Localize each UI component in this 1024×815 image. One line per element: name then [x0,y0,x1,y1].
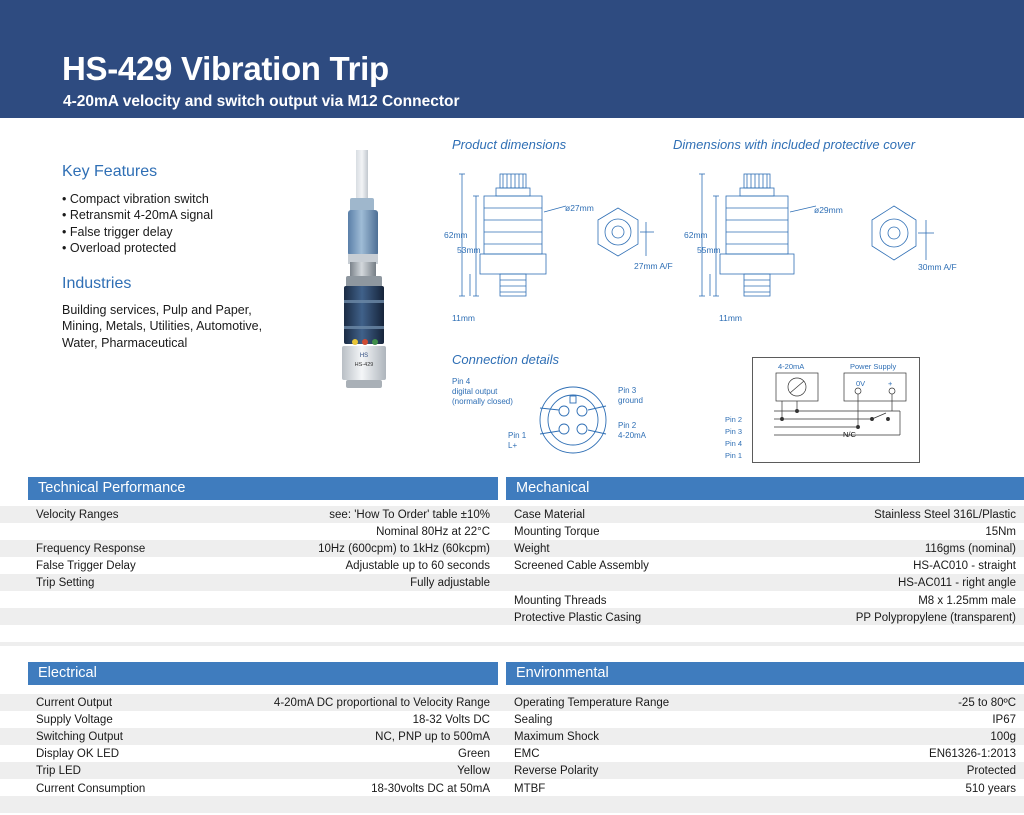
table-header-electrical: Electrical [28,662,498,685]
dim-label-53mm: 53mm [457,245,481,255]
cover-dim-label-11mm: 11mm [719,313,742,323]
table-row: False Trigger Delay Adjustable up to 60 seconds [36,560,490,573]
list-item: • Compact vibration switch [62,191,312,207]
photo-brand-label: HS [359,353,369,359]
table-row: Sealing IP67 [514,713,1016,726]
table-row: Current Consumption 18-30volts DC at 50mA [36,782,490,795]
table-mechanical [506,506,1024,644]
table-row: Reverse Polarity Protected [514,765,1016,778]
page-title: HS-429 Vibration Trip [62,50,389,87]
table-row: Velocity Ranges see: 'How To Order' table ±10% [36,508,490,521]
photo-model-label: HS-429 [354,362,374,368]
connector-pinout-drawing [520,378,630,468]
table-row: Nominal 80Hz at 22°C [376,525,490,538]
table-row: Protective Plastic Casing PP Polypropylene (transparent) [514,611,1016,624]
product-photo [308,150,428,400]
wiring-schematic [752,357,920,468]
table-row: MTBF 510 years [514,782,1016,795]
table-row: Maximum Shock 100g [514,730,1016,743]
table-header-mechanical: Mechanical [506,477,1024,500]
table-row: Supply Voltage 18-32 Volts DC [36,713,490,726]
table-row: Mounting Torque 15Nm [514,525,1016,538]
table-header-environmental: Environmental [506,662,1024,685]
table-row [28,609,498,626]
table-header-technical-performance: Technical Performance [28,477,498,500]
cover-dimensions-caption: Dimensions with included protective cover [673,137,916,152]
product-dimensions-caption: Product dimensions [452,137,567,152]
pin-1-label: Pin 1 L+ [508,431,527,450]
table-row: Weight 116gms (nominal) [514,542,1016,555]
table-row: HS-AC011 - right angle [897,577,1016,590]
table-row: Mounting Threads M8 x 1.25mm male [514,594,1016,607]
table-technical-performance [28,506,498,644]
table-row: Screened Cable Assembly HS-AC010 - straight [514,560,1016,573]
table-electrical [28,694,498,797]
connection-details-caption: Connection details [452,352,559,367]
table-environmental [506,694,1024,797]
dim-label-across-flats: 27mm A/F [634,261,673,271]
table-row: Display OK LED Green [36,748,490,761]
dim-label-11mm: 11mm [452,313,475,323]
cover-dim-label-diameter: ø29mm [814,205,843,215]
list-item: • Overload protected [62,240,312,256]
zebra-stripe [0,796,1024,813]
table-row [28,592,498,609]
cover-dim-label-55mm: 55mm [697,245,721,255]
industries-heading: Industries [62,275,132,292]
industries-text: Building services, Pulp and Paper, Mining, Metals, Utilities, Automotive, Water, Pharmaceutical [62,303,263,350]
wiring-pin-row-1: Pin 1 [725,451,743,460]
table-row [506,626,1024,643]
wiring-terminal-0v: 0V [856,379,866,388]
pin-4-label: Pin 4 digital output (normally closed) [452,377,513,406]
cover-dim-label-across-flats: 30mm A/F [918,262,957,272]
key-features-list [62,191,312,256]
list-item: • False trigger delay [62,224,312,240]
pin-3-label: Pin 3 ground [618,386,643,405]
industries-block [62,275,292,351]
wiring-contact-label: N/C [843,430,856,439]
cover-dim-label-62mm: 62mm [684,230,708,240]
table-row: Trip Setting Fully adjustable [36,577,490,590]
table-row [28,626,498,643]
wiring-pin-row-2: Pin 2 [725,415,743,424]
key-features-heading: Key Features [62,163,158,180]
table-row: Operating Temperature Range -25 to 80ºC [514,696,1016,709]
wiring-supply-label: Power Supply [850,362,897,371]
dim-label-diameter: ø27mm [565,203,594,213]
table-row: Current Output 4-20mA DC proportional to Velocity Range [36,696,490,709]
dim-label-62mm: 62mm [444,230,468,240]
wiring-terminal-plus: + [888,379,893,388]
table-row: Frequency Response 10Hz (600cpm) to 1kHz (60kcpm) [36,542,490,555]
table-row: Trip LED Yellow [36,765,490,778]
list-item: • Retransmit 4-20mA signal [62,207,312,223]
table-row: Switching Output NC, PNP up to 500mA [36,730,490,743]
wiring-current-label: 4-20mA [778,362,805,371]
page-subtitle: 4-20mA velocity and switch output via M12 Connector [63,93,460,110]
wiring-pin-row-3: Pin 3 [725,427,743,436]
section-gap [0,646,1024,662]
wiring-pin-row-4: Pin 4 [725,439,743,448]
table-row: EMC EN61326-1:2013 [514,748,1016,761]
table-row: Case Material Stainless Steel 316L/Plastic [514,508,1016,521]
pin-2-label: Pin 2 4-20mA [618,421,647,440]
key-features-block [62,163,312,256]
